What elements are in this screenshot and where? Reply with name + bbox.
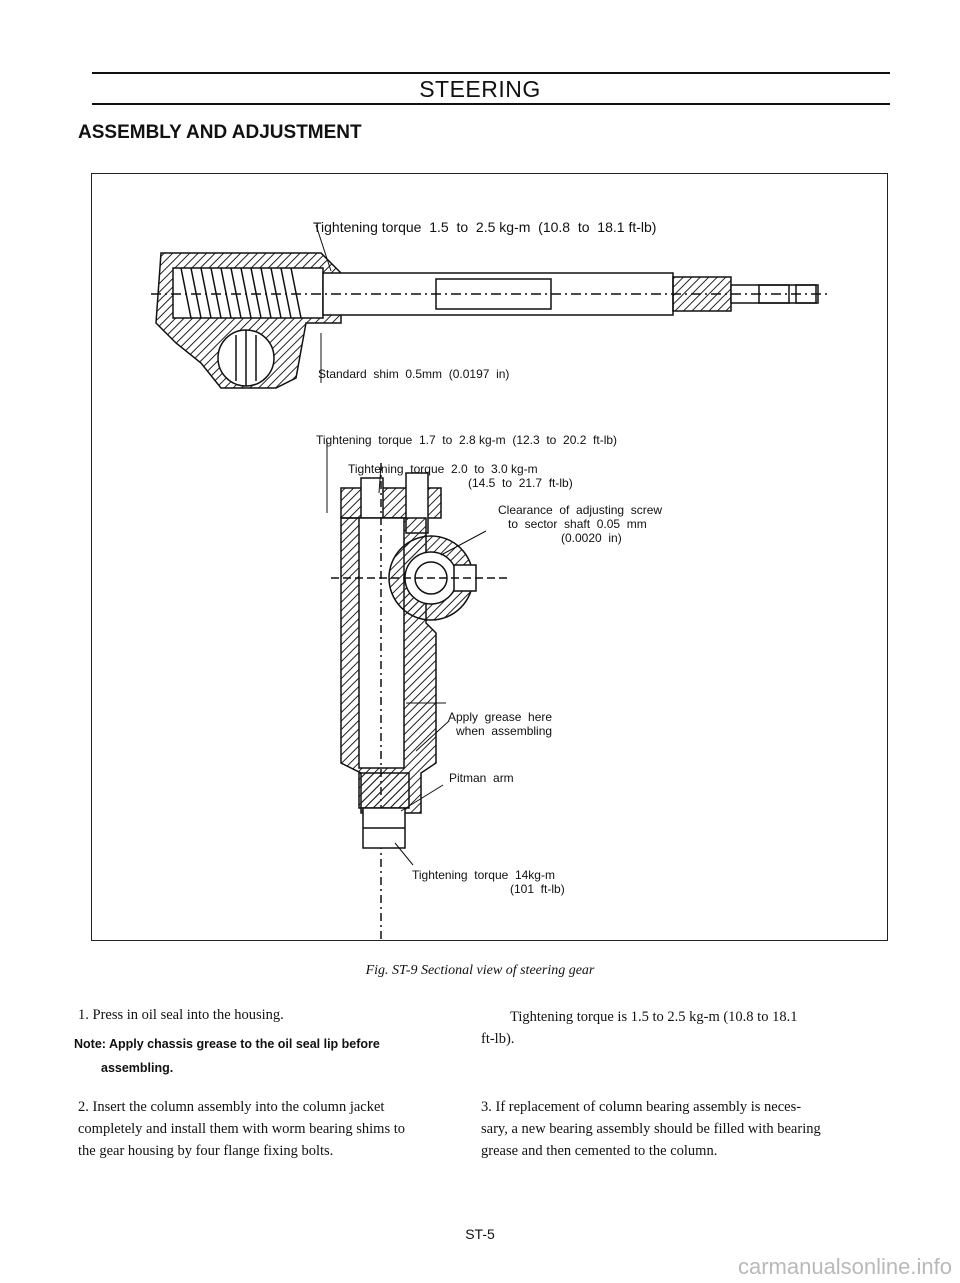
step-2-line-3: the gear housing by four flange fixing bolts.	[78, 1143, 334, 1159]
figure-caption: Fig. ST-9 Sectional view of steering gear	[365, 963, 595, 978]
steering-gear-drawing	[91, 173, 888, 941]
watermark: carmanualsonline.info	[737, 1254, 952, 1279]
right-para-line-2: ft-lb).	[481, 1031, 515, 1047]
section-heading: ASSEMBLY AND ADJUSTMENT	[78, 122, 362, 143]
label-grease-2: when assembling	[456, 724, 553, 738]
step-3-line-1: 3. If replacement of column bearing assembly is neces-	[481, 1099, 802, 1115]
step-3-line-2: sary, a new bearing assembly should be filled with bearing	[481, 1121, 821, 1137]
page-title: STEERING	[419, 76, 541, 102]
step-2-line-1: 2. Insert the column assembly into the column jacket	[78, 1099, 385, 1115]
note-line-1: Note: Apply chassis grease to the oil seal lip before	[74, 1037, 380, 1051]
label-torque-nut-1: Tightening torque 14kg-m	[412, 868, 555, 882]
label-grease-1: Apply grease here	[448, 710, 553, 724]
step-2-line-2: completely and install them with worm bearing shims to	[78, 1121, 406, 1137]
label-clearance-1: Clearance of adjusting screw	[498, 503, 663, 517]
label-torque-upper: Tightening torque 1.7 to 2.8 kg-m (12.3 to 20.2 ft-lb)	[316, 433, 618, 447]
label-torque-nut-2: (101 ft-lb)	[510, 882, 565, 896]
step-3-line-3: grease and then cemented to the column.	[481, 1143, 718, 1159]
label-torque-column: Tightening torque 1.5 to 2.5 kg-m (10.8 to 18.1 ft-lb)	[313, 219, 657, 235]
header-rule-top	[92, 72, 890, 74]
label-torque-mid-1: Tightening torque 2.0 to 3.0 kg-m	[348, 462, 538, 476]
label-torque-mid-2: (14.5 to 21.7 ft-lb)	[468, 476, 573, 490]
label-pitman: Pitman arm	[449, 771, 514, 785]
header-rule-bottom	[92, 103, 890, 105]
page-number: ST-5	[465, 1226, 495, 1242]
step-1: 1. Press in oil seal into the housing.	[78, 1007, 284, 1023]
label-clearance-2: to sector shaft 0.05 mm	[508, 517, 647, 531]
label-clearance-3: (0.0020 in)	[561, 531, 622, 545]
note-line-2: assembling.	[101, 1061, 174, 1075]
right-para-line-1: Tightening torque is 1.5 to 2.5 kg-m (10.8 to 18.1	[510, 1009, 798, 1025]
label-shim: Standard shim 0.5mm (0.0197 in)	[318, 367, 510, 381]
